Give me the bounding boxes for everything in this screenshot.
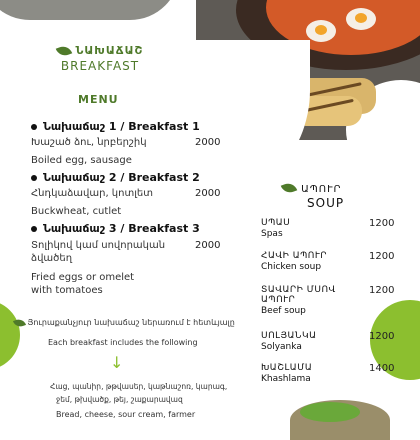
breakfast-item-title: Նախաճաշ 1 / Breakfast 1 — [31, 120, 221, 133]
soup-name-en: Chicken soup — [261, 262, 322, 272]
breakfast-item-row — [31, 188, 221, 199]
soup-item — [261, 331, 411, 352]
soup-item — [261, 251, 411, 272]
food-greens — [300, 402, 360, 422]
breakfast-item-row — [31, 239, 221, 265]
bullet-icon — [31, 124, 37, 130]
includes-note-hy: Յուրաքանչյուր նախաճաշ ներառում է հետևյալը — [14, 318, 235, 327]
breakfast-item-row — [31, 137, 221, 148]
arrow-down-icon: ↓ — [110, 353, 124, 372]
soup-name-en: Solyanka — [261, 342, 302, 352]
food-photo-top-left — [0, 0, 180, 20]
ingredients-hy-2: ջեմ, թխվածք, թեյ, շաքարավազ — [56, 395, 183, 404]
soup-name-hy: ՍՊԱՍ — [261, 218, 291, 228]
breakfast-item-title: Նախաճաշ 3 / Breakfast 3 — [31, 222, 221, 235]
soup-item — [261, 363, 411, 384]
breakfast-desc-hy: Խաշած ձու, նրբերշիկ — [31, 137, 147, 148]
soup-price: 1200 — [369, 331, 395, 342]
soup-name-hy: ՏԱՎԱՐԻ ՄՍՈՎ ԱՊՈՒՐ — [261, 285, 336, 305]
ingredients-en: Bread, cheese, sour cream, farmer — [56, 410, 196, 419]
includes-note-en: Each breakfast includes the following — [48, 338, 198, 347]
breakfast-price: 2000 — [195, 188, 221, 199]
menu-title: MENU — [78, 93, 119, 106]
breakfast-desc-hy: Տոլիկով կամ սովորական ձվածեղ — [31, 240, 166, 264]
soup-title-hy: ԱՊՈՒՐ — [282, 177, 341, 196]
ingredients-hy: Հաց, պանիր, թթվասեր, կաթնաշոռ, կարագ, — [50, 382, 228, 391]
breakfast-item — [31, 222, 221, 297]
leaf-icon — [281, 180, 298, 194]
soup-item — [261, 285, 411, 316]
bullet-icon — [31, 175, 37, 181]
breakfast-title-en: BREAKFAST — [60, 59, 140, 73]
soup-name-en: Beef soup — [261, 306, 306, 316]
breakfast-desc-en: Boiled egg, sausage — [31, 155, 132, 166]
bullet-icon — [31, 226, 37, 232]
breakfast-item — [31, 120, 221, 167]
soup-price: 1200 — [369, 251, 395, 262]
soup-name-en: Spas — [261, 229, 283, 239]
breakfast-desc-hy: Հնդկաձավար, կոտլետ — [31, 188, 154, 199]
breakfast-heading — [40, 44, 160, 73]
green-blob — [0, 300, 20, 370]
yolk — [315, 25, 327, 35]
breakfast-item — [31, 171, 221, 218]
breakfast-desc-en: Buckwheat, cutlet — [31, 206, 122, 217]
soup-item — [261, 218, 411, 239]
breakfast-desc-en: Fried eggs or omelet with tomatoes — [31, 272, 135, 296]
soup-price: 1200 — [369, 285, 395, 296]
yolk — [355, 13, 367, 23]
breakfast-price: 2000 — [195, 240, 221, 251]
soup-price: 1200 — [369, 218, 395, 229]
leaf-icon — [13, 317, 26, 328]
breakfast-price: 2000 — [195, 137, 221, 148]
breakfast-title-hy: ՆԱԽԱՃԱՇ — [40, 44, 160, 57]
soup-name-hy: ՍՈԼՅԱՆԿԱ — [261, 331, 317, 341]
soup-name-en: Khashlama — [261, 374, 311, 384]
soup-name-hy: ԽԱՇԼԱՄԱ — [261, 363, 313, 373]
breakfast-item-title: Նախաճաշ 2 / Breakfast 2 — [31, 171, 221, 184]
soup-name-hy: ՀԱՎԻ ԱՊՈՒՐ — [261, 251, 327, 261]
soup-price: 1400 — [369, 363, 395, 374]
soup-title-en: SOUP — [307, 196, 345, 210]
leaf-icon — [55, 44, 72, 58]
